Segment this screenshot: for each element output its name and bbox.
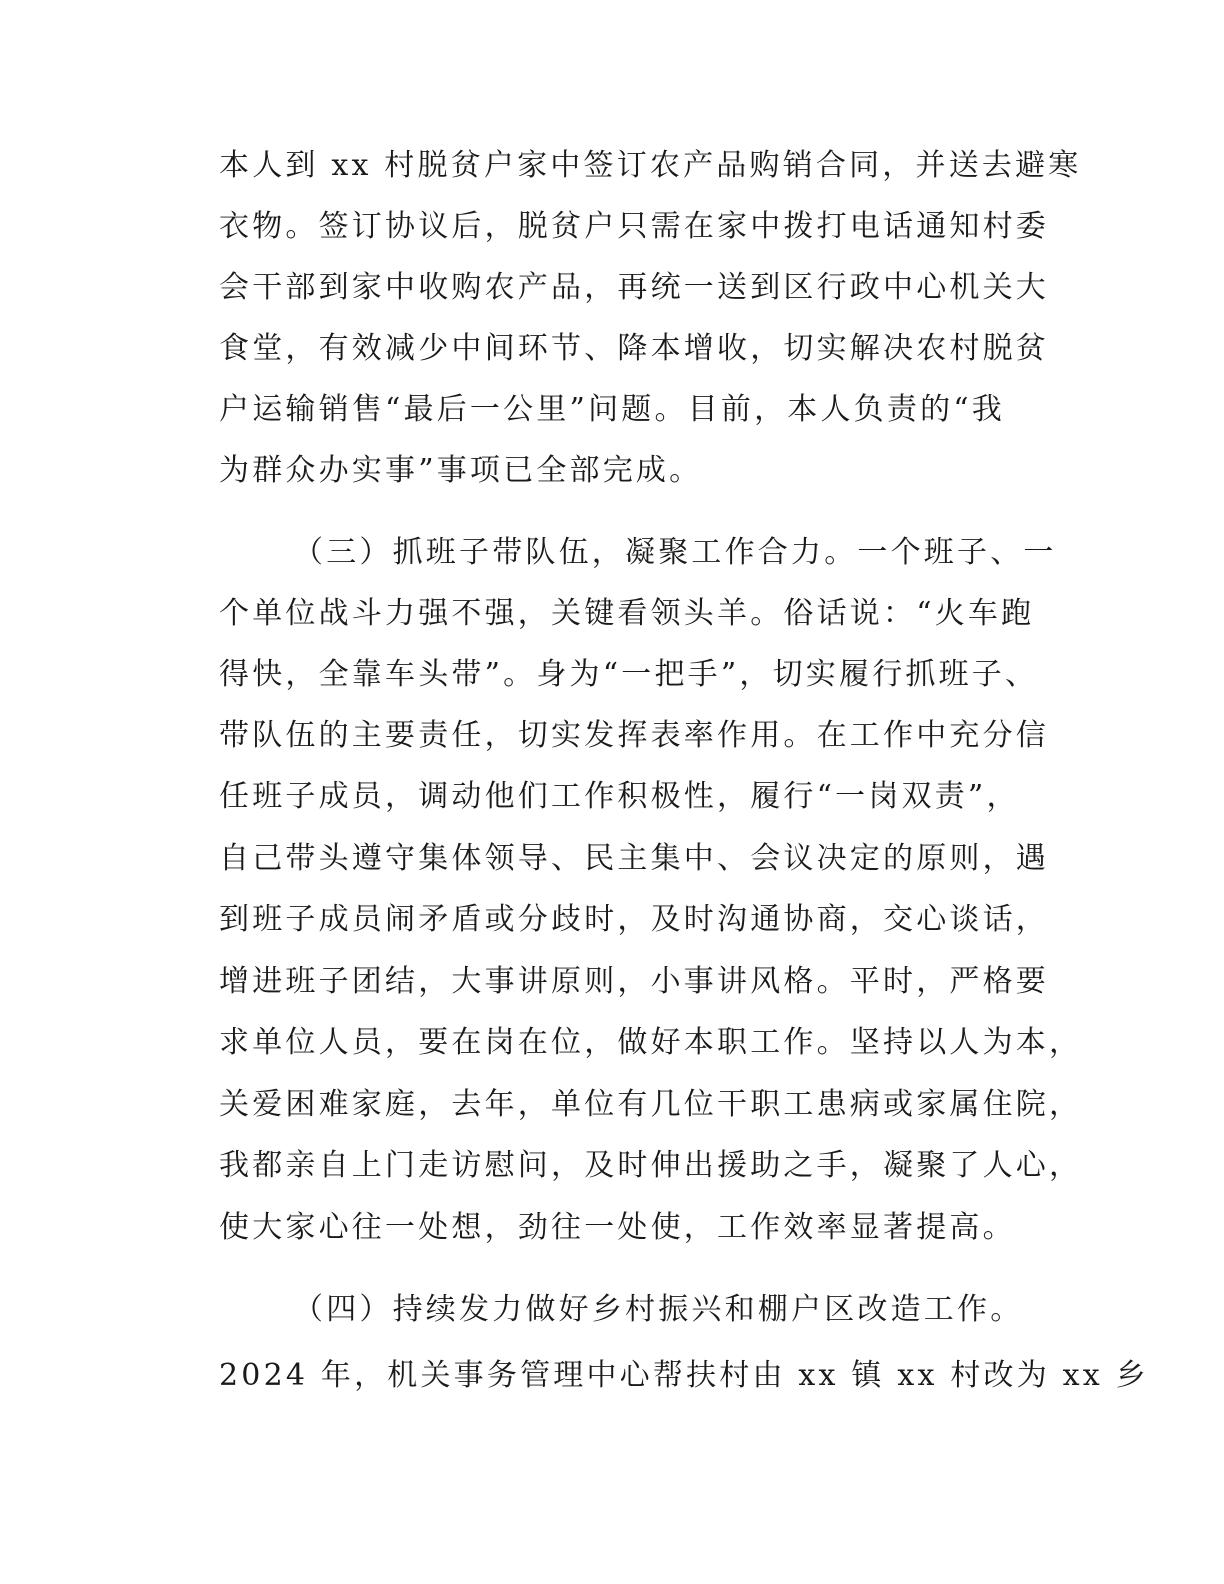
paragraph-2-line-1: （三）抓班子带队伍，凝聚工作合力。一个班子、一 [293,535,1057,570]
paragraph-1-line-6: 为群众办实事”事项已全部完成。 [219,453,703,488]
paragraph-2-line-10: 关爱困难家庭，去年，单位有几位干职工患病或家属住院， [219,1087,1083,1122]
paragraph-3-line-2: 2024 年，机关事务管理中心帮扶村由 xx 镇 xx 村改为 xx 乡 [219,1358,1149,1393]
paragraph-2-line-9: 求单位人员，要在岗在位，做好本职工作。坚持以人为本， [219,1025,1083,1060]
paragraph-2-line-4: 带队伍的主要责任，切实发挥表率作用。在工作中充分信 [219,718,1049,753]
paragraph-2-line-7: 到班子成员闹矛盾或分歧时，及时沟通协商，交心谈话， [219,902,1049,937]
paragraph-1-line-2: 衣物。签订协议后，脱贫户只需在家中拨打电话通知村委 [219,209,1049,244]
paragraph-1-line-5: 户运输销售“最后一公里”问题。目前，本人负责的“我 [219,392,1006,427]
paragraph-2-line-11: 我都亲自上门走访慰问，及时伸出援助之手，凝聚了人心， [219,1148,1083,1183]
paragraph-2-line-12: 使大家心往一处想，劲往一处使，工作效率显著提高。 [219,1210,1016,1245]
paragraph-2-line-5: 任班子成员，调动他们工作积极性，履行“一岗双责”， [219,779,1020,814]
paragraph-1-line-1: 本人到 xx 村脱贫户家中签订农产品购销合同，并送去避寒 [219,148,1082,183]
paragraph-2-line-2: 个单位战斗力强不强，关键看领头羊。俗话说：“火车跑 [219,596,1035,631]
paragraph-2-line-6: 自己带头遵守集体领导、民主集中、会议决定的原则，遇 [219,841,1049,876]
paragraph-2-line-8: 增进班子团结，大事讲原则，小事讲风格。平时，严格要 [219,964,1049,999]
paragraph-3-line-1: （四）持续发力做好乡村振兴和棚户区改造工作。 [293,1292,1024,1327]
paragraph-2-line-3: 得快，全靠车头带”。身为“一把手”，切实履行抓班子、 [219,657,1039,692]
paragraph-1-line-4: 食堂，有效减少中间环节、降本增收，切实解决农村脱贫 [219,331,1049,366]
paragraph-1-line-3: 会干部到家中收购农产品，再统一送到区行政中心机关大 [219,270,1049,305]
